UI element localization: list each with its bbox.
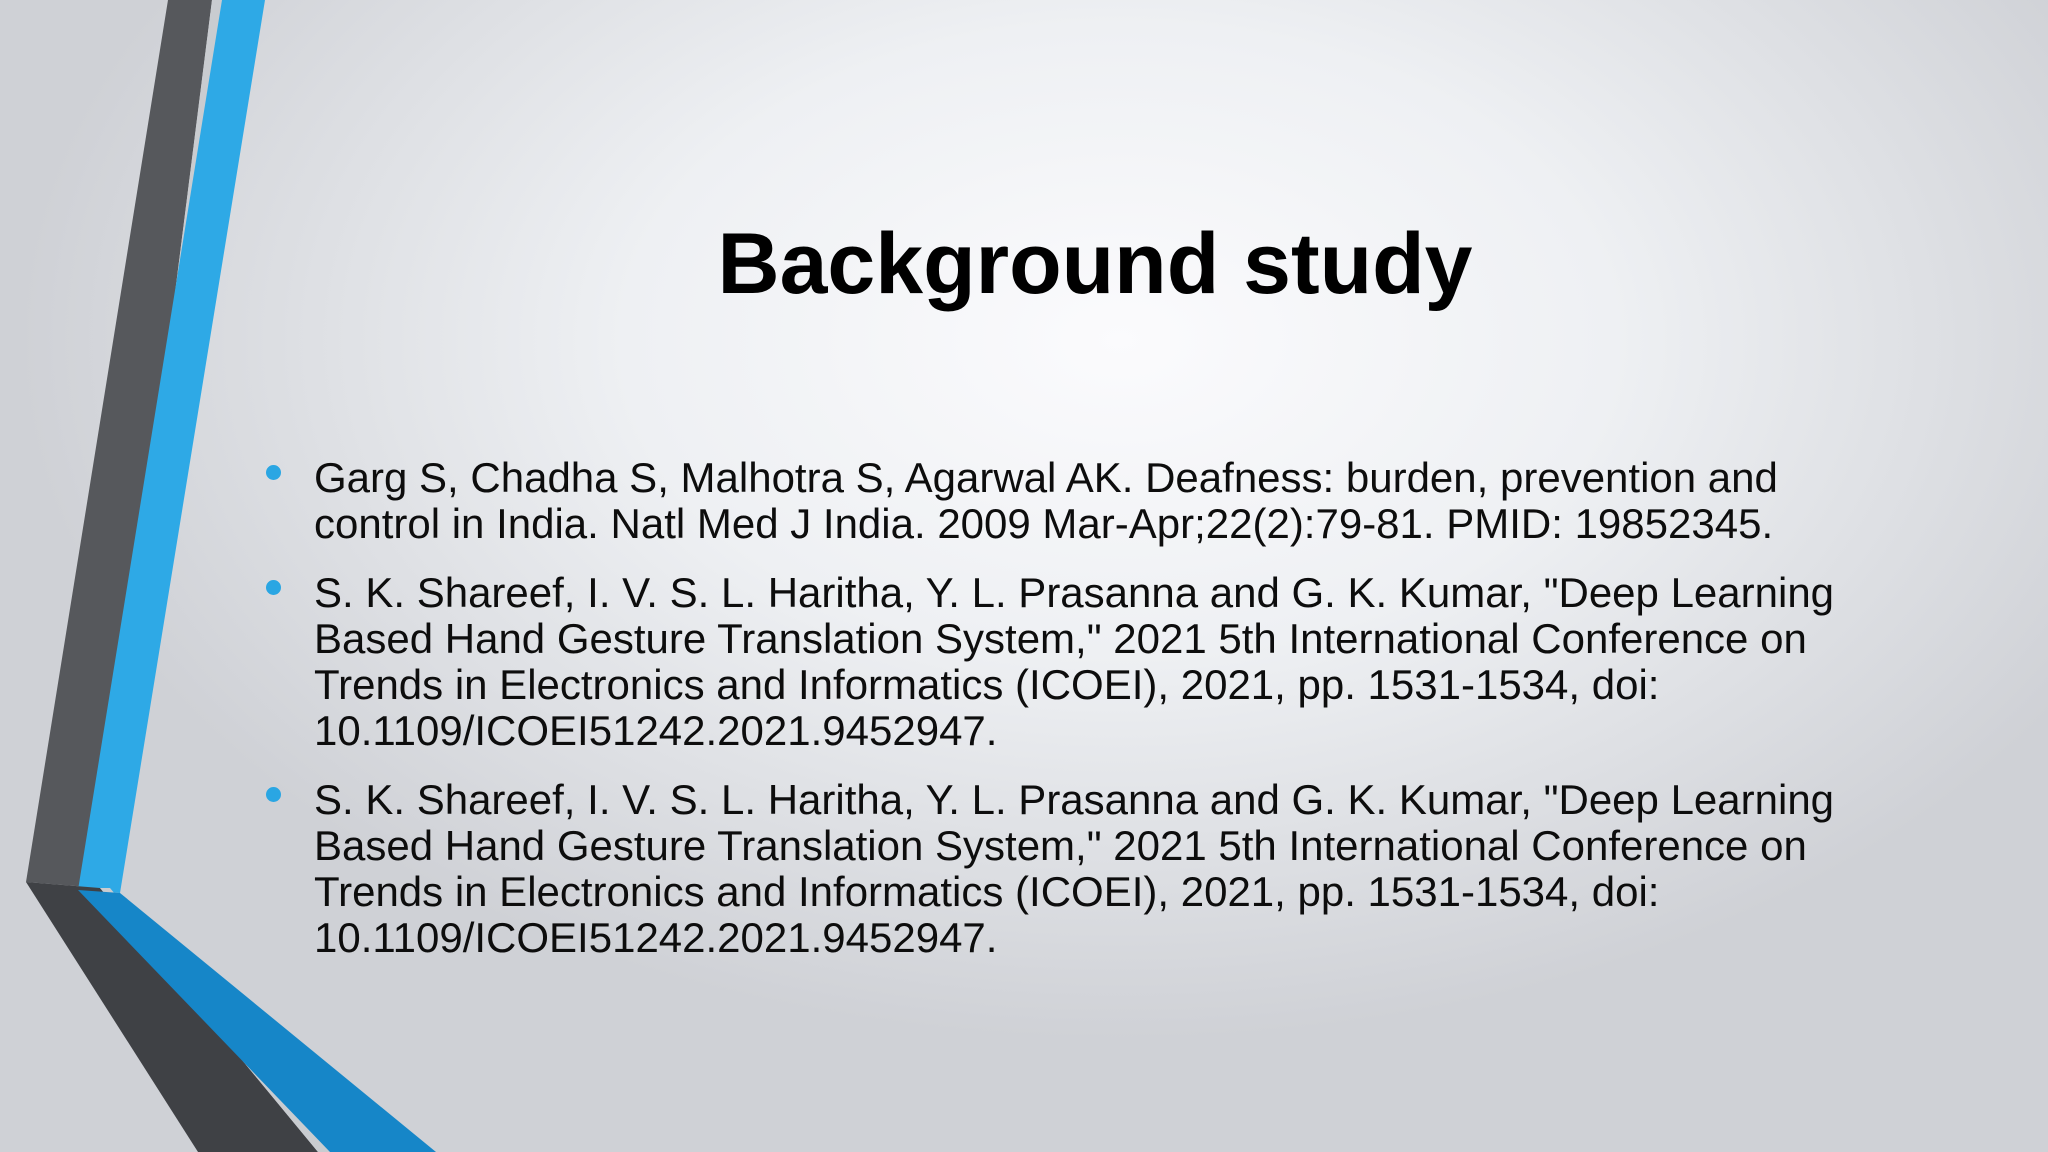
bullet-dot-icon [266,465,281,480]
reference-line: Garg S, Chadha S, Malhotra S, Agarwal AK. Deafness: burden, prevention and [314,454,1778,501]
reference-line: S. K. Shareef, I. V. S. L. Haritha, Y. L. Prasanna and G. K. Kumar, "Deep Learning [314,569,1835,616]
reference-line: 10.1109/ICOEI51242.2021.9452947. [314,707,998,754]
reference-line: control in India. Natl Med J India. 2009 Mar-Apr;22(2):79-81. PMID: 19852345. [314,500,1774,547]
slide-title: Background study [717,216,1473,312]
reference-line: Based Hand Gesture Translation System," 2021 5th International Conference on [314,822,1807,869]
reference-item [262,570,1902,754]
reference-line: Trends in Electronics and Informatics (ICOEI), 2021, pp. 1531-1534, doi: [314,868,1660,915]
bullet-dot-icon [266,787,281,802]
reference-list [262,455,1902,984]
bullet-dot-icon [266,580,281,595]
reference-item [262,777,1902,961]
reference-line: Based Hand Gesture Translation System," 2021 5th International Conference on [314,615,1807,662]
reference-line: Trends in Electronics and Informatics (ICOEI), 2021, pp. 1531-1534, doi: [314,661,1660,708]
reference-line: S. K. Shareef, I. V. S. L. Haritha, Y. L. Prasanna and G. K. Kumar, "Deep Learning [314,776,1835,823]
reference-line: 10.1109/ICOEI51242.2021.9452947. [314,914,998,961]
reference-item [262,455,1902,547]
